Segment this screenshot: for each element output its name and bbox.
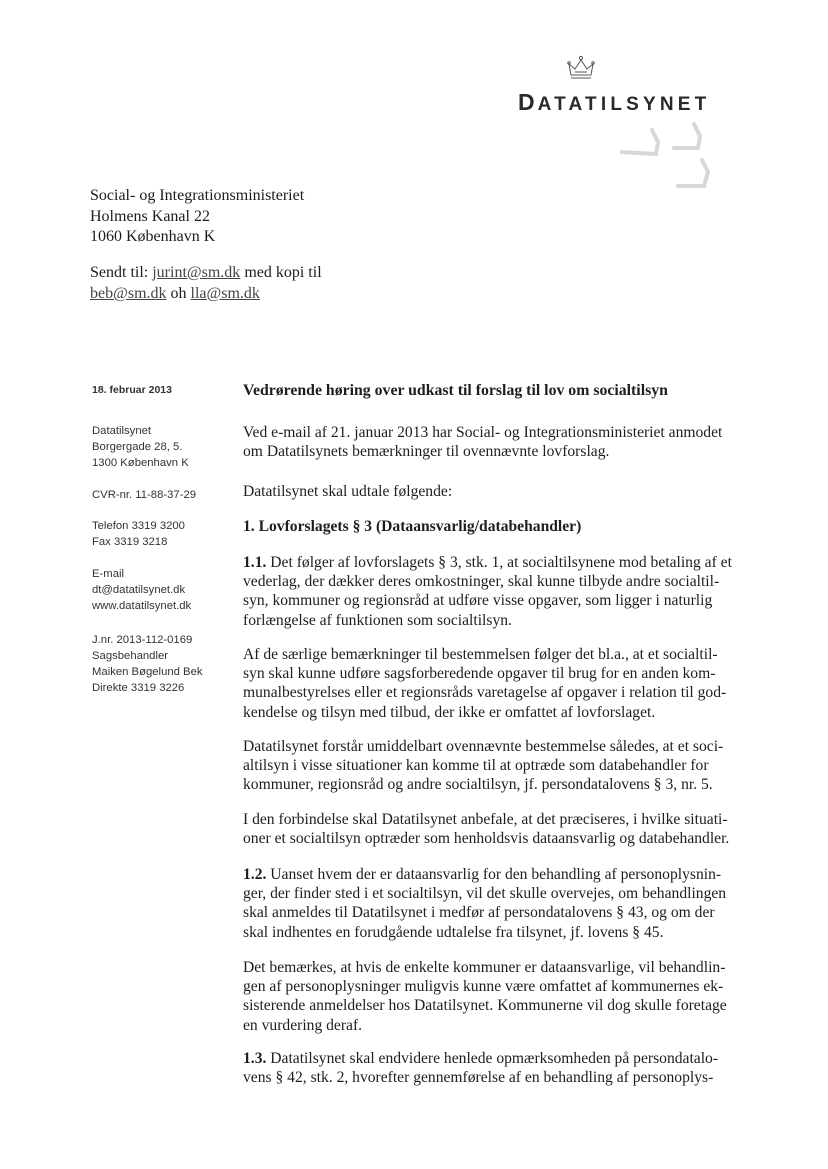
body-paragraph: [243, 810, 753, 848]
cvr-number: CVR-nr. 11-88-37-29: [92, 489, 197, 501]
paragraph-line: 1.2. Uanset hvem der er dataansvarlig for den behandling af personoplysnin-: [243, 866, 722, 883]
section-heading: [243, 517, 753, 536]
sender-website[interactable]: www.datatilsynet.dk: [92, 600, 192, 612]
paragraph-line: munalbestyrelses eller et regionsråds varetagelse af opgaver i relation til god-: [243, 684, 727, 702]
paragraph-line: vens § 42, stk. 2, hvorefter gennemførelse af en behandling af personoplys-: [243, 1069, 714, 1087]
contact-info: E-mail dt@datatilsynet.dk www.datatilsynet.dk: [92, 568, 192, 612]
paragraph-line: sisterende anmeldelser hos Datatilsynet. Kommunerne vil dog skulle foretage: [243, 997, 727, 1015]
paragraph-line: Datatilsynet skal udtale følgende:: [243, 483, 453, 500]
paragraph-line: I den forbindelse skal Datatilsynet anbefale, at det præciseres, i hvilke situati-: [243, 811, 728, 828]
paragraph-line: kommuner, regionsråd og andre socialtilsyn, jf. persondatalovens § 3, nr. 5.: [243, 776, 713, 794]
body-paragraph: [243, 958, 753, 1035]
sent-to-line: Sendt til: jurint@sm.dk med kopi til beb@sm.dk oh lla@sm.dk: [90, 264, 322, 302]
email-link-jurint[interactable]: jurint@sm.dk: [152, 264, 241, 281]
subsection-number: 1.1.: [243, 554, 267, 571]
recipient-address: [90, 186, 304, 248]
body-paragraph: [243, 737, 753, 795]
paragraph-line: Datatilsynet forstår umiddelbart ovennævnte bestemmelse således, at et soci-: [243, 738, 724, 755]
letter-subject: Vedrørende høring over udkast til forslag til lov om socialtilsyn: [243, 382, 668, 399]
paragraph-line: syn, kommuner og regionsråd at udføre visse opgaver, som ligger i naturlig: [243, 592, 713, 610]
received-stamp-mark: [612, 118, 722, 196]
body-paragraph: [243, 482, 753, 501]
paragraph-line: 1.1. Det følger af lovforslagets § 3, stk. 1, at socialtilsynene mod betaling af et: [243, 554, 732, 571]
email-link-beb[interactable]: beb@sm.dk: [90, 285, 167, 302]
sender-address: Datatilsynet Borgergade 28, 5. 1300 København K: [92, 425, 189, 469]
paragraph-line: skal anmeldes til Datatilsynet i medfør af persondatalovens § 43, og om der: [243, 904, 715, 922]
organization-logotype: DATATILSYNET: [518, 89, 711, 115]
paragraph-line: oner et socialtilsyn optræder som henholdsvis dataansvarlig og databehandler.: [243, 830, 730, 848]
body-paragraph: [243, 423, 753, 461]
subsection-number: 1.3.: [243, 1050, 267, 1067]
paragraph-line: Det bemærkes, at hvis de enkelte kommuner er dataansvarlige, vil behandlin-: [243, 959, 726, 976]
paragraph-line: altilsyn i visse situationer kan komme til at optræde som databehandler for: [243, 757, 709, 775]
recipient-line: 1060 København K: [90, 228, 216, 245]
paragraph-line: skal indhentes en forudgående udtalelse fra tilsynet, jf. lovens § 45.: [243, 923, 664, 941]
body-paragraph: [243, 1049, 753, 1087]
paragraph-line: 1.3. Datatilsynet skal endvidere henlede opmærksomheden på persondatalo-: [243, 1050, 719, 1067]
recipient-line: Holmens Kanal 22: [90, 207, 210, 225]
recipient-line: Social- og Integrationsministeriet: [90, 187, 305, 204]
sender-email[interactable]: dt@datatilsynet.dk: [92, 584, 186, 596]
email-link-lla[interactable]: lla@sm.dk: [190, 285, 260, 302]
body-paragraph: [243, 553, 753, 630]
paragraph-line: syn skal kunne udføre sagsforberedende opgaver til brug for en anden kom-: [243, 665, 716, 683]
section-heading-text: 1. Lovforslagets § 3 (Dataansvarlig/databehandler): [243, 518, 582, 535]
subsection-number: 1.2.: [243, 866, 267, 883]
letter-date: 18. februar 2013: [92, 384, 172, 396]
paragraph-line: gen af personoplysninger muligvis kunne være omfattet af kommunernes ek-: [243, 978, 724, 996]
crown-logo-icon: [566, 55, 596, 81]
paragraph-line: forlængelse af funktionen som socialtilsyn.: [243, 611, 512, 629]
body-paragraph: [243, 645, 753, 722]
paragraph-line: ger, der finder sted i et socialtilsyn, vil det skulle overvejes, om behandlingen: [243, 885, 727, 903]
paragraph-line: en vurdering deraf.: [243, 1016, 363, 1034]
phone-fax: Telefon 3319 3200 Fax 3319 3218: [92, 520, 185, 548]
body-paragraph: [243, 865, 753, 942]
case-info: J.nr. 2013-112-0169 Sagsbehandler Maiken Bøgelund Bek Direkte 3319 3226: [92, 634, 203, 694]
paragraph-line: Af de særlige bemærkninger til bestemmelsen følger det bl.a., at et socialtil-: [243, 646, 718, 663]
paragraph-line: om Datatilsynets bemærkninger til ovennævnte lovforslag.: [243, 443, 610, 461]
paragraph-line: kendelse og tilsyn med tilbud, der ikke er omfattet af lovforslaget.: [243, 703, 656, 721]
paragraph-line: Ved e-mail af 21. januar 2013 har Social- og Integrationsministeriet anmodet: [243, 424, 723, 441]
paragraph-line: vederlag, der dækker deres omkostninger, skal kunne tilbyde andre socialtil-: [243, 573, 720, 591]
